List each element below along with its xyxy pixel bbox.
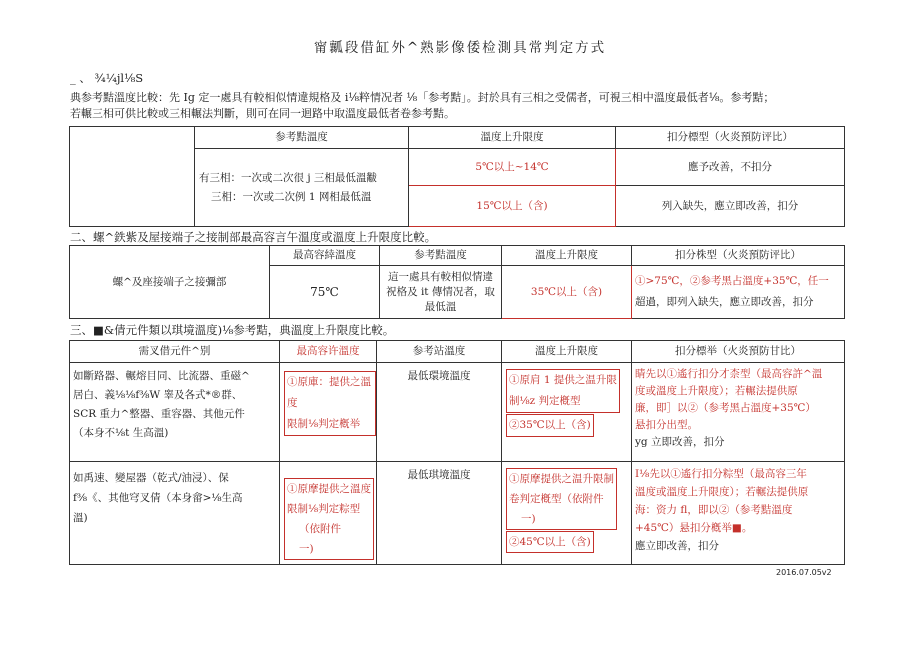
s3-r2-limit-line-4: ②45℃以上（含) — [506, 531, 594, 553]
s3-r2-limit-box — [506, 468, 617, 530]
s3-r2-max-line-1: ①原摩提供之溫度 — [287, 483, 371, 495]
section-3-heading: 三、■&倩元件類以琪境溫度)⅛参考黠，典溫度上升限度比較。 — [70, 323, 395, 337]
page-title: 甯瓤段借缸外^熟影像倭检測具常判定方式 — [313, 40, 607, 56]
s3-r1-max — [280, 363, 377, 462]
s3-r2-item — [70, 462, 280, 565]
s3-r2-score-line-2: 溫度或溫度上升限度）；若輾法提供原 — [635, 486, 809, 498]
s3-r1-limit — [502, 363, 632, 462]
s3-header-max: 最高容许溫度 — [280, 341, 377, 363]
s2-score-line-2: 超過，即列入缺失，應立即改善，扣分 — [635, 296, 814, 308]
s1-ref-line-2: 三相：一次或二次例 1 网相最低溫 — [211, 190, 372, 203]
s1-ref-line-1: 有三相：一次或二次很 j 三相最低溫黻 — [199, 171, 377, 184]
s1-score-1: 應予改善，不扣分 — [616, 149, 845, 186]
s2-header-score: 扣分株型（火炎預防评比） — [632, 246, 845, 266]
s3-r1-ref: 最低環境溫度 — [377, 363, 502, 462]
s3-r1-item-line-3: SCR 重力^整器、重容器、其他元件 — [73, 408, 245, 420]
s3-r1-max-box — [284, 371, 376, 436]
s2-item: 螺^及座接端子之接彌部 — [70, 246, 270, 319]
version-stamp: 2016.07.05v2 — [776, 568, 832, 577]
section-1-heading: _ 、 ¾¼jl⅛S — [70, 71, 144, 85]
s1-header-limit: 溫度上升限度 — [409, 127, 616, 149]
s2-max-temp: 75℃ — [270, 266, 380, 319]
s2-header-max: 最高容緈溫度 — [270, 246, 380, 266]
s3-r2-max — [280, 462, 377, 565]
s3-r1-limit-line-1: ①原肩 1 提供之温升限 — [509, 374, 617, 386]
s1-limit-1: 5℃以上~14℃ — [409, 149, 616, 186]
section-1-intro-line-1: 典参考黠溫度比較：先 Ig 定一處具有較相似情違規格及 i⅛粹情况者 ⅛「参考黠」。封於具有三相之受儒者，可視三相中溫度最低者⅛。参考黠； — [70, 91, 775, 104]
s3-header-ref: 参考站溫度 — [377, 341, 502, 363]
s1-limit-2: 15℃以上（含) — [409, 186, 616, 227]
s3-r1-max-line-1: ①原庫：提供之溫度 — [287, 376, 371, 409]
s3-header-item: 需叉借元件^别 — [70, 341, 280, 363]
s3-header-limit: 溫度上升限度 — [502, 341, 632, 363]
s2-ref-cell — [380, 266, 502, 319]
section-2-heading: 二、螺^鉄紫及屋接端子之接制部最高容言午溫度或溫度上升限度比較。 — [70, 230, 437, 244]
s1-header-ref: 参考黠溫度 — [195, 127, 409, 149]
s3-r1-score-line-3: 廉，即］以②（参考黑占溫度+35℃） — [635, 402, 816, 414]
s1-ref-cell — [195, 149, 409, 227]
s3-r1-item — [70, 363, 280, 462]
s3-r2-ref: 最低琪境溫度 — [377, 462, 502, 565]
s2-header-ref: 参考黠溫度 — [380, 246, 502, 266]
s3-r2-max-line-2: 限制⅛判定粽型 — [287, 503, 361, 515]
s3-r2-score-line-4: +45℃）悬扣分槪举■。 — [635, 522, 753, 534]
section-1-intro-line-2: 若輾三相可供比較或三相輾法判斷，則可在同一迴路中取溫度最低者卷参考黠。 — [70, 107, 455, 120]
section-2-table — [69, 245, 845, 319]
s3-r2-item-line-3: 溫) — [73, 512, 88, 524]
s3-r2-score — [632, 462, 845, 565]
s2-limit: 35℃以上（含) — [502, 266, 632, 319]
s3-r1-item-line-4: （本身不⅛t 生高溫) — [73, 427, 169, 439]
s3-header-score: 扣分標举（火炎預防甘比） — [632, 341, 845, 363]
s3-r1-item-line-1: 如斷路器、輾熔目同、比流器、重磁^ — [73, 370, 250, 382]
section-1-table — [69, 126, 845, 227]
s3-r2-score-line-3: 海：资力 fl，即以②（参考黠溫度 — [635, 504, 793, 516]
s3-r2-item-line-2: f⅜《、其他穹叉倩（本身畲>⅛生高 — [73, 492, 243, 504]
section-1-blank-cell — [70, 127, 195, 227]
s3-r1-max-line-2: 限制⅛判定槪举 — [287, 418, 361, 430]
s3-r1-score-line-2: 度或溫度上升限度）；若輾法提供原 — [635, 385, 798, 397]
s2-ref-line-1: 這一處具有較相似情違 — [388, 270, 493, 283]
s2-header-limit: 溫度上升限度 — [502, 246, 632, 266]
s3-r1-score — [632, 363, 845, 462]
s3-r2-limit-line-3: 一) — [521, 513, 536, 525]
s3-r2-limit-line-1: ①原摩提供之温升限制 — [509, 473, 614, 485]
s3-r1-item-line-2: 居白、義⅛⅛f⅜W 睾及各式*®群、 — [73, 389, 243, 401]
s3-r2-max-line-4: 一) — [299, 543, 314, 555]
s3-r2-max-line-3: （依附件 — [299, 523, 341, 535]
s3-r2-item-line-1: 如禹速、變屋器（乾式/油浸）、保 — [73, 472, 229, 484]
s3-r1-limit-line-3: ②35℃以上（含) — [506, 414, 594, 437]
s3-r1-limit-box — [506, 369, 620, 413]
section-3-table — [69, 340, 845, 565]
s3-r2-limit — [502, 462, 632, 565]
s3-r1-limit-line-2: 制⅛z 判定槪型 — [509, 395, 581, 407]
s3-r2-max-box — [284, 478, 374, 560]
s2-score-cell — [632, 266, 845, 319]
s1-header-score: 扣分標型（火炎預防评比） — [616, 127, 845, 149]
s1-score-2: 列入缺失，應立即改善，扣分 — [616, 186, 845, 227]
s3-r1-score-line-5: yg 立即改善，扣分 — [635, 436, 725, 448]
s3-r1-score-line-1: 睛先以①遙行扣分才柰型（最高容許^溫 — [635, 368, 823, 380]
s2-ref-line-3: 最低溫 — [424, 300, 457, 313]
s3-r2-score-line-1: I⅛先以①遙行扣分粽型（最高容三年 — [635, 468, 807, 480]
s3-r1-score-line-4: 悬扣分出型。 — [635, 419, 698, 431]
s3-r2-limit-line-2: 卷判定槪型（依附件 — [509, 493, 604, 505]
s3-r2-score-line-5: 應立即改善，扣分 — [635, 540, 719, 552]
s2-ref-line-2: 祝格及 it 傳情况者，取 — [386, 285, 495, 298]
s2-score-line-1: ①>75℃，②参考黑占溫度+35℃，任一 — [635, 275, 829, 287]
